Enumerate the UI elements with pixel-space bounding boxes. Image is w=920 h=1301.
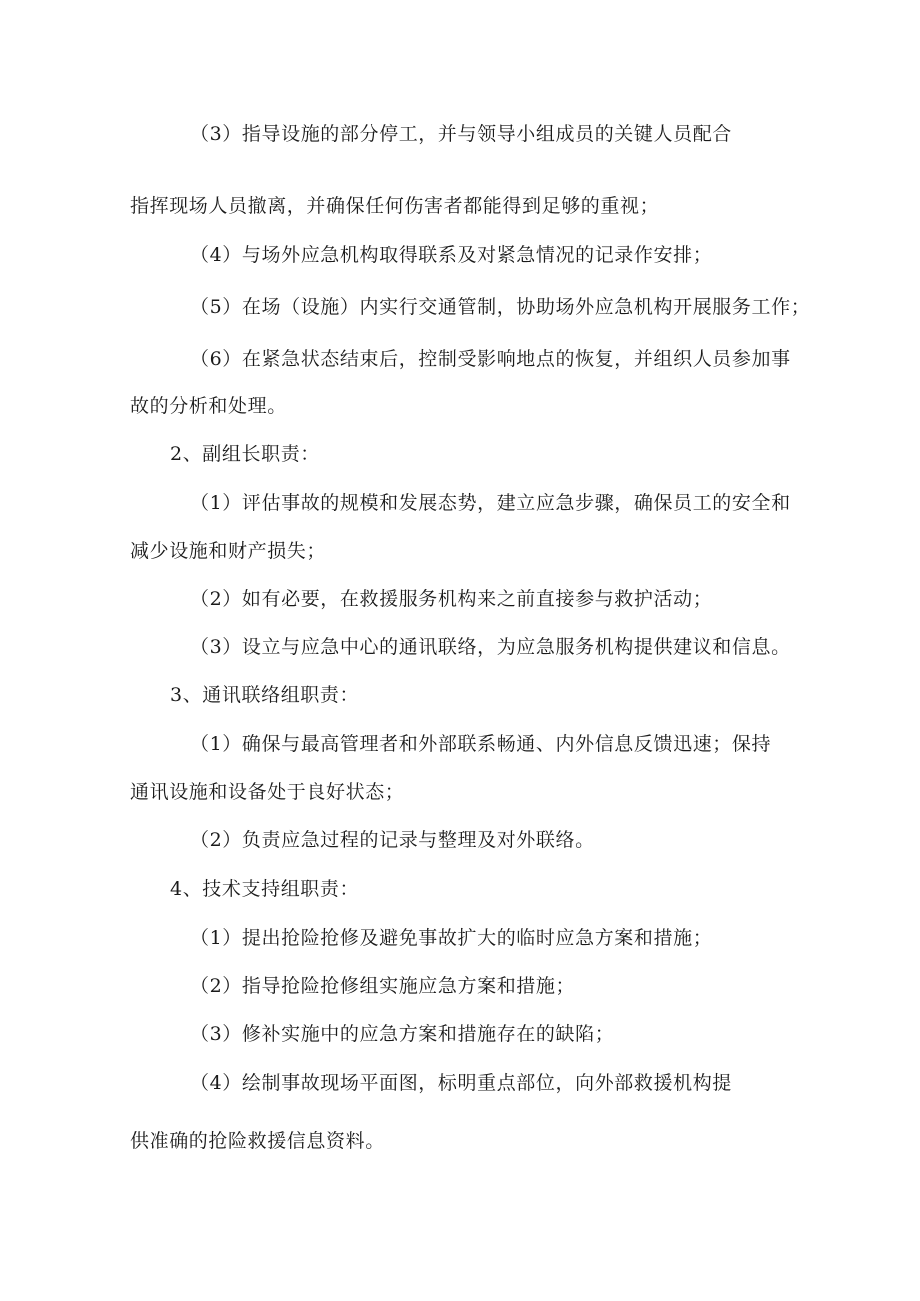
paragraph-line: （5）在场（设施）内实行交通管制，协助场外应急机构开展服务工作； xyxy=(190,296,811,318)
paragraph-line: 减少设施和财产损失； xyxy=(130,540,327,562)
paragraph-line: （1）确保与最高管理者和外部联系畅通、内外信息反馈迅速；保持 xyxy=(190,733,772,755)
paragraph-line: （4）与场外应急机构取得联系及对紧急情况的记录作安排； xyxy=(190,244,713,266)
paragraph-line: （3）修补实施中的应急方案和措施存在的缺陷； xyxy=(190,1023,615,1045)
paragraph-line: （4）绘制事故现场平面图，标明重点部位，向外部救援机构提 xyxy=(190,1072,732,1094)
paragraph-line: 指挥现场人员撤离，并确保任何伤害者都能得到足够的重视； xyxy=(130,195,660,217)
paragraph-line: （3）设立与应急中心的通讯联络，为应急服务机构提供建议和信息。 xyxy=(190,636,791,658)
paragraph-line: （2）负责应急过程的记录与整理及对外联络。 xyxy=(190,829,595,851)
section-heading: 4、技术支持组职责： xyxy=(170,878,360,900)
paragraph-line: （1）评估事故的规模和发展态势，建立应急步骤，确保员工的安全和 xyxy=(190,492,791,514)
section-heading: 3、通讯联络组职责： xyxy=(170,684,360,706)
paragraph-line: 供准确的抢险救援信息资料。 xyxy=(130,1130,385,1152)
paragraph-line: （2）指导抢险抢修组实施应急方案和措施； xyxy=(190,975,576,997)
paragraph-line: （1）提出抢险抢修及避免事故扩大的临时应急方案和措施； xyxy=(190,927,713,949)
paragraph-line: 通讯设施和设备处于良好状态； xyxy=(130,781,405,803)
paragraph-line: 故的分析和处理。 xyxy=(130,395,287,417)
paragraph-line: （3）指导设施的部分停工，并与领导小组成员的关键人员配合 xyxy=(190,123,732,145)
paragraph-line: （2）如有必要，在救援服务机构来之前直接参与救护活动； xyxy=(190,588,713,610)
section-heading: 2、副组长职责： xyxy=(170,443,320,465)
paragraph-line: （6）在紧急状态结束后，控制受影响地点的恢复，并组织人员参加事 xyxy=(190,348,791,370)
